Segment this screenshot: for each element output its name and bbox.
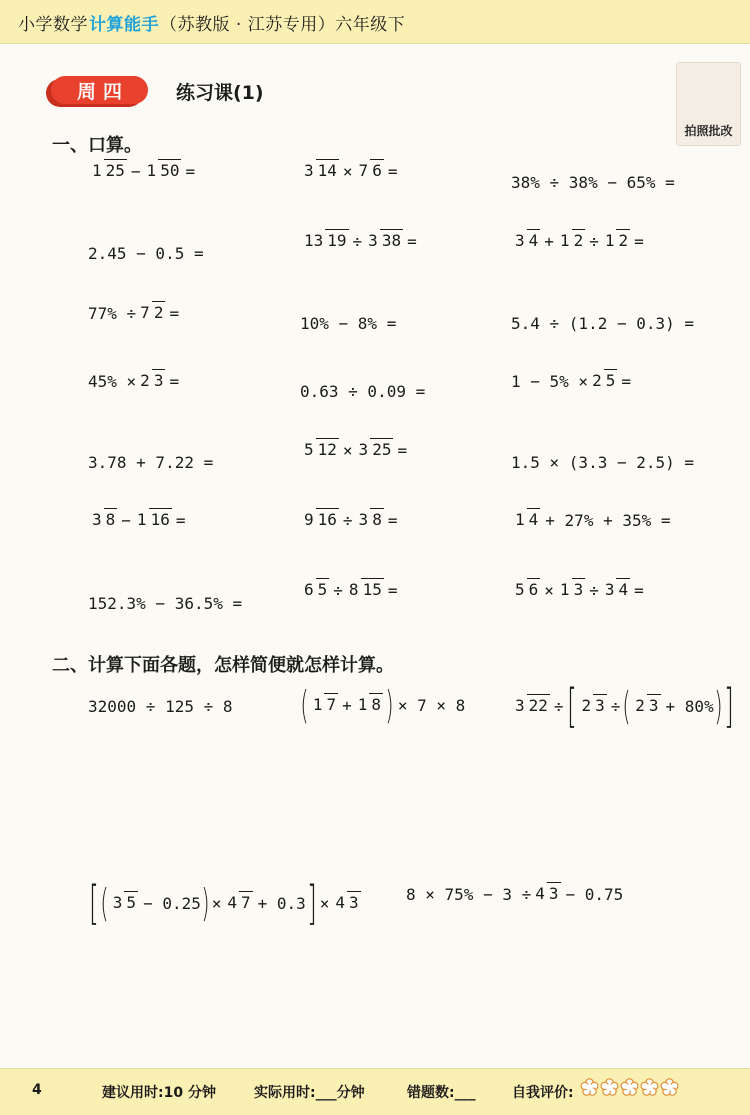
suggested-time: 建议用时:10 分钟 (102, 1085, 216, 1101)
rating-flowers[interactable] (580, 1078, 679, 1097)
problem-1-2: 3 14 × 7 6 = (304, 161, 398, 181)
flower-rating-icon[interactable] (580, 1078, 599, 1097)
problem-2-3: 3 4 + 1 2 ÷ 1 2 = (515, 231, 644, 251)
problem-5-2: 5 12 × 3 25 = (304, 440, 408, 460)
book-title: 小学数学计算能手（苏教版 · 江苏专用）六年级下 (18, 15, 406, 35)
section-1-title: 一、口算。 (52, 135, 142, 156)
problem-6-3: 1 4 + 27% + 35% = (515, 510, 671, 530)
problem-2-2: 13 19 ÷ 3 38 = (304, 231, 417, 251)
calc-problem-5: 8 × 75% − 3 ÷ 4 3 − 0.75 (406, 884, 624, 904)
day-badge: 周四 (51, 76, 148, 104)
problem-4-3: 1 − 5% × 2 5 = (511, 371, 631, 391)
flower-rating-icon[interactable] (620, 1078, 639, 1097)
problem-7-1: 152.3% − 36.5% = (88, 594, 243, 613)
problem-6-2: 9 16 ÷ 3 8 = (304, 510, 398, 530)
flower-rating-icon[interactable] (640, 1078, 659, 1097)
problem-3-2: 10% − 8% = (300, 314, 397, 333)
problem-3-3: 5.4 ÷ (1.2 − 0.3) = (511, 314, 695, 333)
lesson-title: 练习课(1) (176, 82, 264, 104)
footer-bar (0, 1068, 750, 1115)
problem-5-3: 1.5 × (3.3 − 2.5) = (511, 453, 695, 472)
problem-7-2: 6 5 ÷ 8 15 = (304, 580, 398, 600)
calc-problem-1: 32000 ÷ 125 ÷ 8 (88, 697, 233, 716)
page-number: 4 (32, 1082, 42, 1098)
section-2-title: 二、计算下面各题，怎样简便就怎样计算。 (52, 655, 394, 676)
photo-grading-button[interactable] (676, 62, 741, 146)
calc-problem-3: 3 22 ÷ [ 2 3 ÷ ( 2 3 + 80% ) ] (515, 679, 734, 733)
flower-rating-icon[interactable] (660, 1078, 679, 1097)
brand-name: 计算能手 (89, 15, 159, 35)
calc-problem-4: [ ( 3 5 − 0.25 ) × 4 7 + 0.3 ] × 4 3 (89, 876, 359, 930)
problem-7-3: 5 6 × 1 3 ÷ 3 4 = (515, 580, 644, 600)
calc-problem-2: ( 1 7 + 1 8 ) × 7 × 8 (300, 683, 466, 727)
actual-time-field[interactable]: 实际用时:___分钟 (254, 1085, 365, 1101)
problem-6-1: 3 8 − 1 16 = (92, 510, 186, 530)
self-evaluation-label: 自我评价: (512, 1085, 574, 1101)
problem-4-1: 45% × 2 3 = (88, 371, 180, 391)
problem-2-1: 2.45 − 0.5 = (88, 244, 204, 263)
problem-1-1: 1 25 − 1 50 = (92, 161, 196, 181)
problem-1-3: 38% ÷ 38% − 65% = (511, 173, 675, 192)
mistake-count-field[interactable]: 错题数:___ (407, 1085, 476, 1101)
header-bar (0, 0, 750, 44)
photo-grading-label: 拍照批改 (684, 124, 733, 138)
problem-4-2: 0.63 ÷ 0.09 = (300, 382, 426, 401)
problem-3-1: 77% ÷ 7 2 = (88, 303, 180, 323)
flower-rating-icon[interactable] (600, 1078, 619, 1097)
problem-5-1: 3.78 + 7.22 = (88, 453, 214, 472)
